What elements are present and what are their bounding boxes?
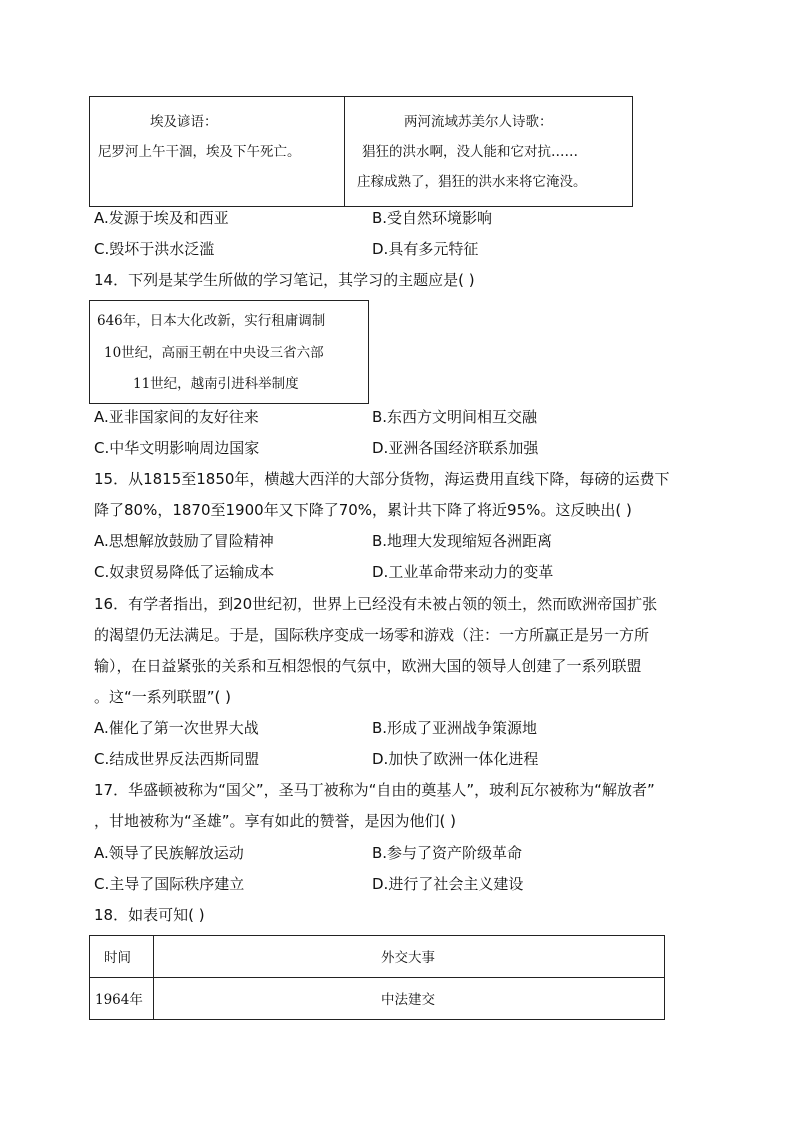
q13-left-body: 尼罗河上午干涸，埃及下午死亡。 bbox=[98, 144, 301, 160]
q15-option-d[interactable]: D.工业革命带来动力的变革 bbox=[372, 563, 554, 581]
q14-note-1: 646年，日本大化改新，实行租庸调制 bbox=[97, 313, 326, 329]
q13-left-title: 埃及谚语： bbox=[150, 114, 218, 130]
q17-option-d[interactable]: D.进行了社会主义建设 bbox=[372, 875, 524, 893]
q14-option-c[interactable]: C.中华文明影响周边国家 bbox=[94, 439, 260, 457]
q13-right-line1: 猖狂的洪水啊，没人能和它对抗…… bbox=[362, 144, 578, 160]
q17-stem-line1: 17．华盛顿被称为“国父”，圣马丁被称为“自由的奠基人”，玻利瓦尔被称为“解放者” bbox=[94, 781, 655, 799]
q13-option-c[interactable]: C.毁坏于洪水泛滥 bbox=[94, 240, 215, 258]
q14-stem: 14．下列是某学生所做的学习笔记，其学习的主题应是( ) bbox=[94, 271, 475, 289]
q18-table-row-divider bbox=[89, 977, 665, 978]
q14-note-3: 11世纪，越南引进科举制度 bbox=[133, 376, 299, 392]
q16-option-b[interactable]: B.形成了亚洲战争策源地 bbox=[372, 719, 538, 737]
q17-option-b[interactable]: B.参与了资产阶级革命 bbox=[372, 844, 523, 862]
q13-option-a[interactable]: A.发源于埃及和西亚 bbox=[94, 209, 229, 227]
q16-stem-line4: 。这“一系列联盟”( ) bbox=[94, 688, 232, 706]
q17-option-a[interactable]: A.领导了民族解放运动 bbox=[94, 844, 244, 862]
q14-option-d[interactable]: D.亚洲各国经济联系加强 bbox=[372, 439, 539, 457]
q16-stem-line3: 输），在日益紧张的关系和互相怨恨的气氛中，欧洲大国的领导人创建了一系列联盟 bbox=[94, 657, 642, 675]
q18-header-event: 外交大事 bbox=[381, 950, 435, 966]
q18-stem: 18．如表可知( ) bbox=[94, 906, 205, 924]
q16-option-d[interactable]: D.加快了欧洲一体化进程 bbox=[372, 750, 539, 768]
q13-right-line2: 庄稼成熟了，猖狂的洪水来将它淹没。 bbox=[357, 174, 587, 190]
q15-option-a[interactable]: A.思想解放鼓励了冒险精神 bbox=[94, 532, 274, 550]
q13-option-d[interactable]: D.具有多元特征 bbox=[372, 240, 479, 258]
q16-option-c[interactable]: C.结成世界反法西斯同盟 bbox=[94, 750, 260, 768]
q15-stem-line1: 15．从1815至1850年，横越大西洋的大部分货物，海运费用直线下降，每磅的运费下 bbox=[94, 470, 670, 488]
q18-row1-event: 中法建交 bbox=[381, 992, 435, 1008]
q18-row1-time: 1964年 bbox=[95, 992, 143, 1008]
q15-option-c[interactable]: C.奴隶贸易降低了运输成本 bbox=[94, 563, 275, 581]
q13-option-b[interactable]: B.受自然环境影响 bbox=[372, 209, 493, 227]
q16-stem-line1: 16．有学者指出，到20世纪初，世界上已经没有未被占领的领土，然而欧洲帝国扩张 bbox=[94, 595, 658, 613]
q15-stem-line2: 降了80%，1870至1900年又下降了70%，累计共下降了将近95%。这反映出( ) bbox=[94, 501, 632, 519]
q18-header-time: 时间 bbox=[104, 950, 131, 966]
q17-option-c[interactable]: C.主导了国际秩序建立 bbox=[94, 875, 245, 893]
q17-stem-line2: ，甘地被称为“圣雄”。享有如此的赞誉，是因为他们( ) bbox=[94, 812, 457, 830]
q13-right-title: 两河流域苏美尔人诗歌： bbox=[404, 114, 553, 130]
q13-table-divider bbox=[344, 96, 345, 207]
q14-option-a[interactable]: A.亚非国家间的友好往来 bbox=[94, 408, 259, 426]
q14-option-b[interactable]: B.东西方文明间相互交融 bbox=[372, 408, 538, 426]
q16-stem-line2: 的渴望仍无法满足。于是，国际秩序变成一场零和游戏（注：一方所赢正是另一方所 bbox=[94, 626, 650, 644]
q16-option-a[interactable]: A.催化了第一次世界大战 bbox=[94, 719, 259, 737]
q14-note-2: 10世纪，高丽王朝在中央设三省六部 bbox=[104, 345, 324, 361]
q15-option-b[interactable]: B.地理大发现缩短各洲距离 bbox=[372, 532, 553, 550]
